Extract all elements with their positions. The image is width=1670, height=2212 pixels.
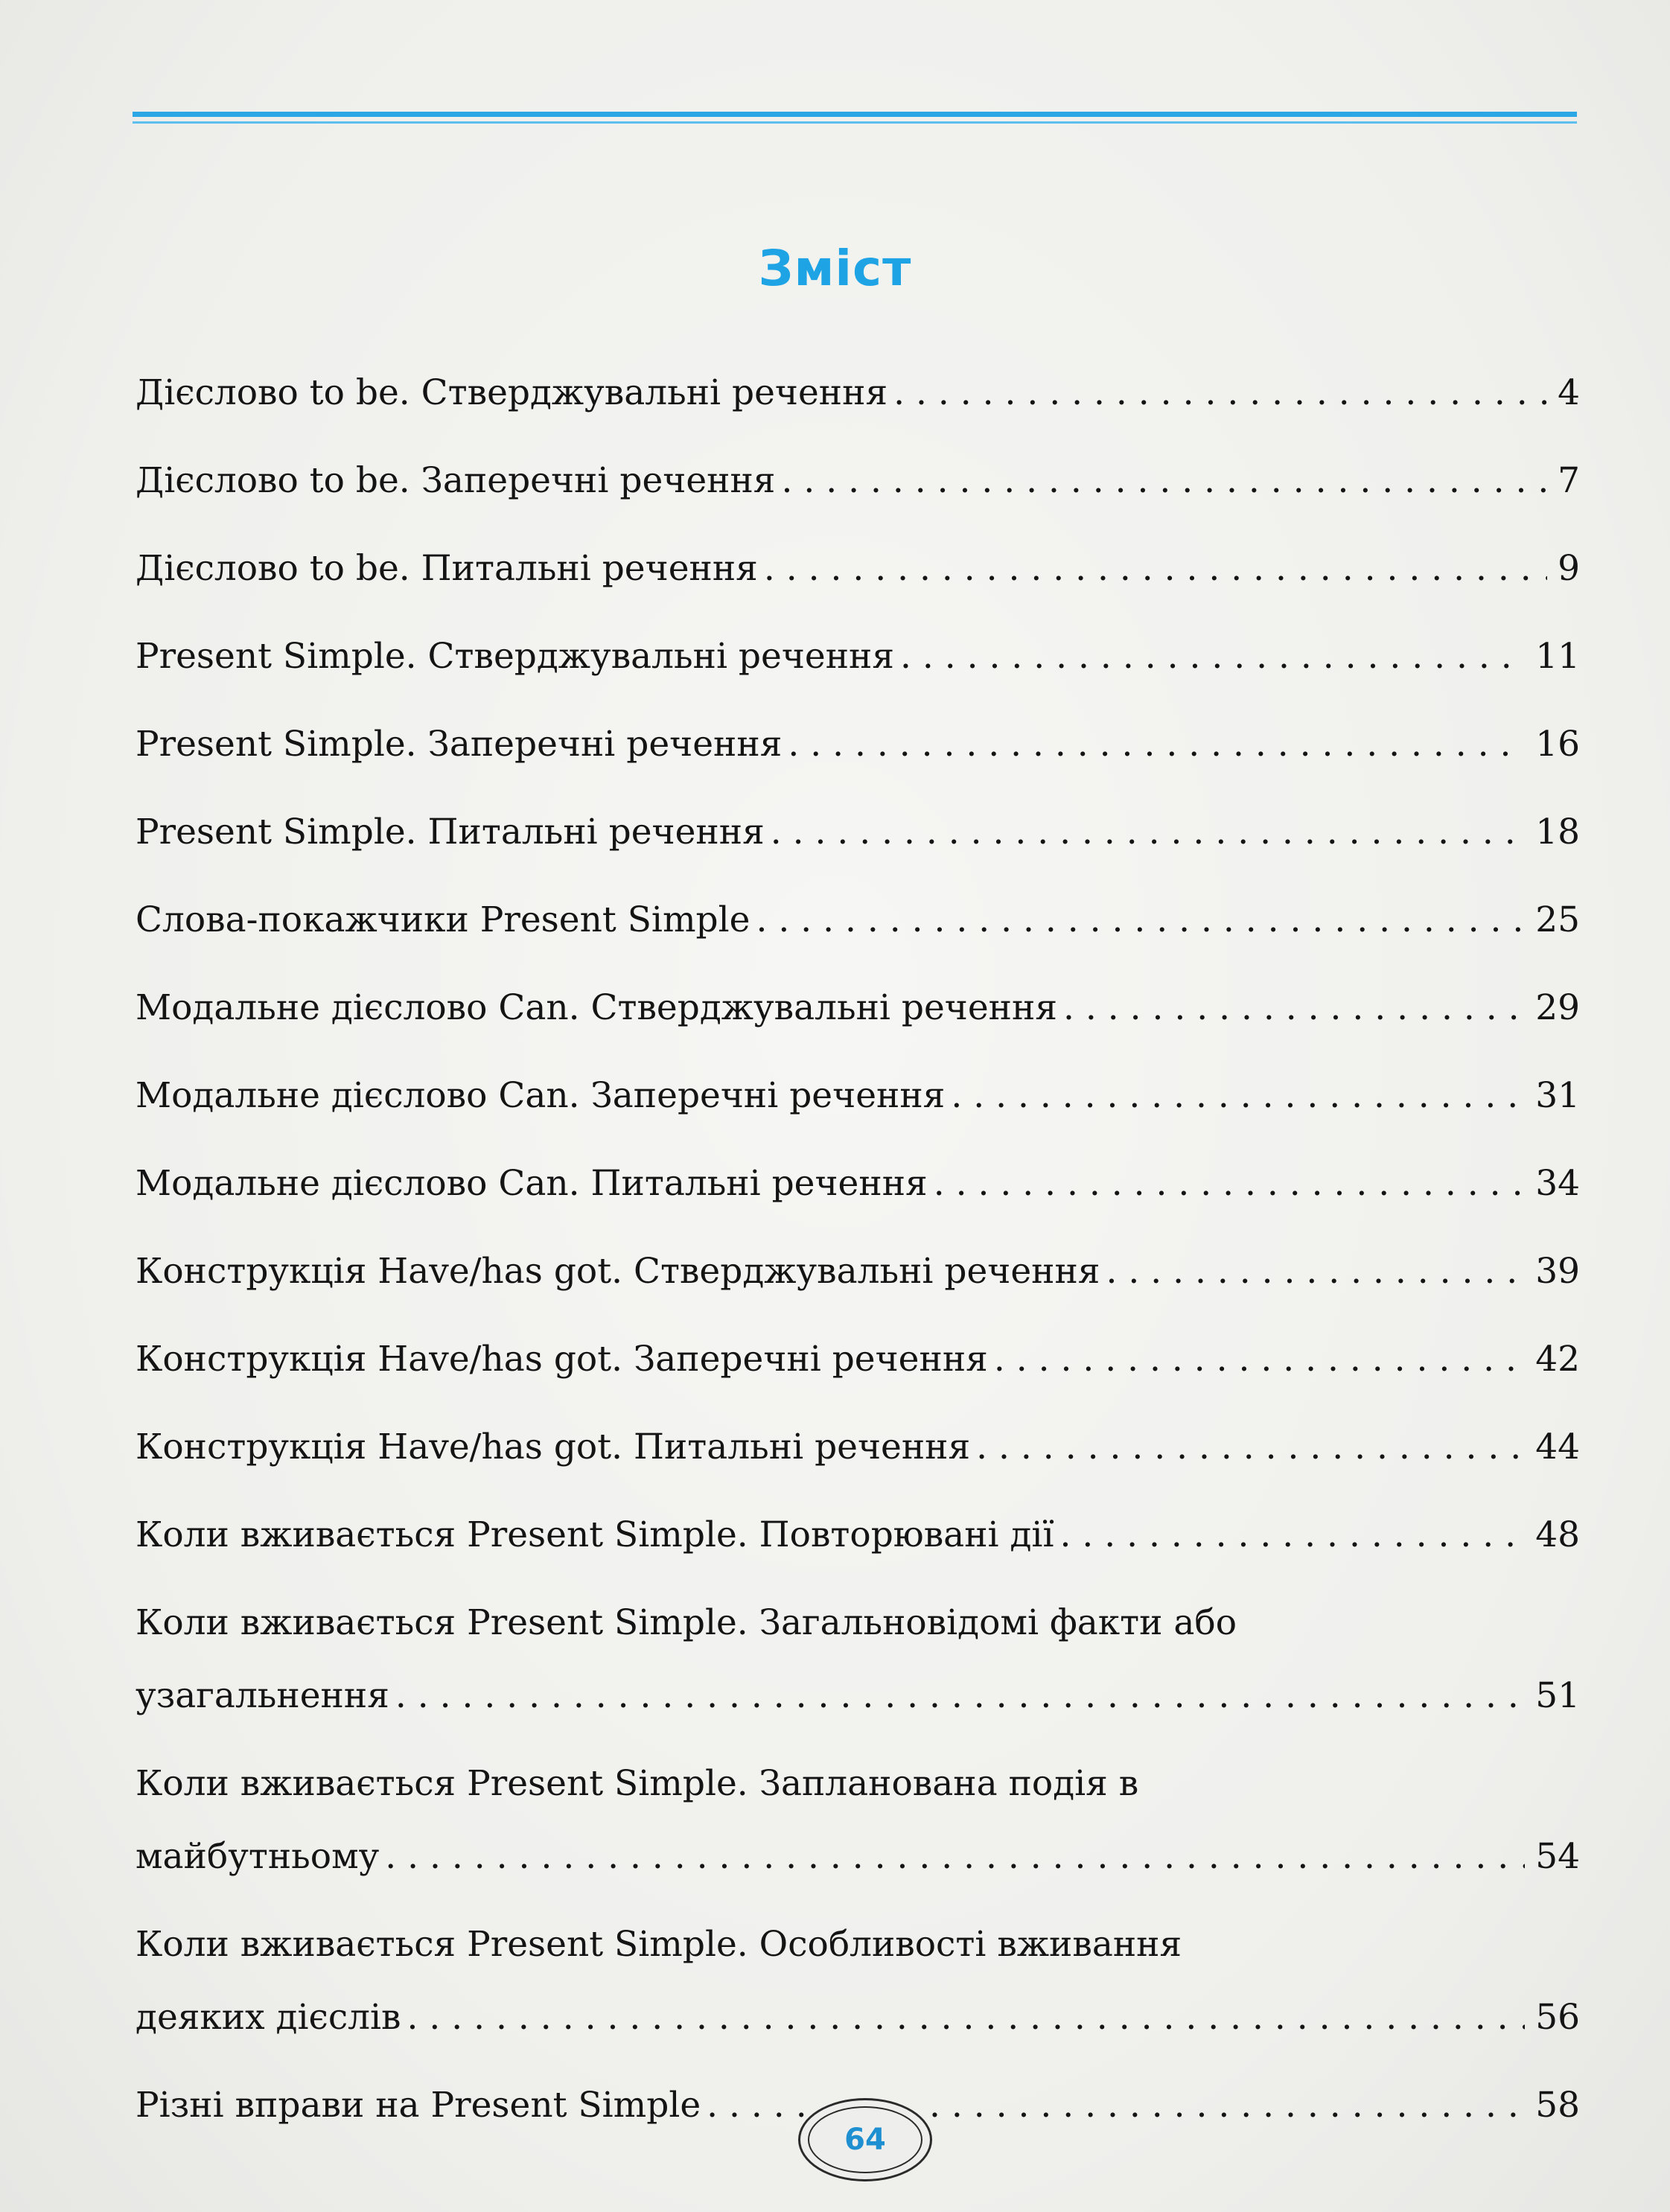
toc-entry	[136, 722, 1580, 767]
toc-leader-dots	[395, 1674, 1525, 1718]
toc-entry	[136, 459, 1580, 503]
toc-leader-dots	[385, 1835, 1525, 1879]
toc-entry-title-line2: майбутньому	[136, 1836, 380, 1877]
toc-leader-dots	[771, 810, 1525, 855]
toc-entry-title-line1: Коли вживається Present Simple. Запланована подія в	[136, 1763, 1139, 1804]
table-of-contents	[136, 371, 1580, 2171]
toc-entry	[136, 898, 1580, 943]
toc-entry-title: Модальне дієслово Can. Питальні речення	[136, 1163, 928, 1204]
toc-entry-page: 56	[1535, 1997, 1580, 2038]
header-rule-secondary	[133, 121, 1577, 124]
toc-entry-page: 44	[1535, 1427, 1580, 1467]
toc-entry-title: Модальне дієслово Can. Заперечні речення	[136, 1075, 946, 1116]
toc-entry-title: Модальне дієслово Can. Стверджувальні речення	[136, 987, 1057, 1028]
toc-leader-dots	[1106, 1249, 1525, 1294]
toc-entry-page: 54	[1535, 1836, 1580, 1877]
toc-leader-dots	[900, 634, 1525, 679]
toc-entry-page: 18	[1535, 812, 1580, 852]
toc-entry-title-line2: узагальнення	[136, 1675, 389, 1716]
toc-leader-dots	[781, 459, 1547, 503]
toc-leader-dots	[788, 722, 1525, 767]
page-number-ring	[808, 2106, 922, 2173]
page-title: Зміст	[758, 240, 912, 297]
toc-entry-title: Дієслово to be. Заперечні речення	[136, 460, 776, 501]
toc-leader-dots	[1063, 986, 1525, 1030]
toc-entry-title-line2: деяких дієслів	[136, 1997, 401, 2038]
toc-entry-title: Різні вправи на Present Simple	[136, 2085, 701, 2126]
toc-entry	[136, 371, 1580, 415]
toc-entry	[136, 1074, 1580, 1118]
toc-entry	[136, 1249, 1580, 1294]
toc-entry-title: Present Simple. Питальні речення	[136, 812, 765, 852]
toc-leader-dots	[893, 371, 1547, 415]
toc-entry-page: 34	[1535, 1163, 1580, 1204]
toc-leader-dots	[407, 1995, 1526, 2040]
toc-entry-page: 7	[1558, 460, 1580, 501]
toc-entry-title: Дієслово to be. Питальні речення	[136, 548, 758, 589]
page-number-badge	[798, 2098, 932, 2181]
toc-leader-dots	[951, 1074, 1525, 1118]
toc-entry-title-line1: Коли вживається Present Simple. Особливості вживання	[136, 1924, 1182, 1965]
toc-entry-title: Слова-покажчики Present Simple	[136, 899, 750, 940]
toc-entry	[136, 546, 1580, 591]
toc-entry	[136, 634, 1580, 679]
header-rule	[133, 112, 1577, 117]
toc-entry-page: 48	[1535, 1514, 1580, 1555]
toc-entry-page: 11	[1535, 636, 1580, 677]
toc-entry-multiline	[136, 1922, 1580, 2040]
toc-entry	[136, 1513, 1580, 1558]
toc-entry	[136, 1425, 1580, 1470]
toc-leader-dots	[764, 546, 1547, 591]
toc-leader-dots	[934, 1161, 1526, 1206]
toc-leader-dots	[994, 1337, 1525, 1382]
toc-entry-page: 16	[1535, 724, 1580, 765]
toc-leader-dots	[976, 1425, 1525, 1470]
toc-entry-page: 4	[1558, 372, 1580, 413]
toc-entry-title-line1: Коли вживається Present Simple. Загальновідомі факти або	[136, 1602, 1237, 1643]
toc-entry	[136, 1161, 1580, 1206]
toc-entry-multiline	[136, 1601, 1580, 1718]
toc-entry-title: Дієслово to be. Стверджувальні речення	[136, 372, 888, 413]
toc-entry-title: Present Simple. Стверджувальні речення	[136, 636, 895, 677]
toc-entry-page: 31	[1535, 1075, 1580, 1116]
toc-entry-multiline	[136, 1762, 1580, 1879]
toc-entry-page: 42	[1535, 1339, 1580, 1380]
toc-entry	[136, 810, 1580, 855]
toc-entry	[136, 986, 1580, 1030]
toc-leader-dots	[756, 898, 1525, 943]
toc-entry-title: Коли вживається Present Simple. Повторювані дії	[136, 1514, 1054, 1555]
toc-entry-title: Конструкція Have/has got. Заперечні речення	[136, 1339, 988, 1380]
toc-entry-title: Present Simple. Заперечні речення	[136, 724, 783, 765]
toc-entry-title: Конструкція Have/has got. Стверджувальні речення	[136, 1251, 1100, 1292]
page-number: 64	[844, 2123, 886, 2157]
toc-entry-title: Конструкція Have/has got. Питальні речення	[136, 1427, 971, 1467]
toc-entry	[136, 1337, 1580, 1382]
toc-leader-dots	[1060, 1513, 1526, 1558]
toc-entry-page: 51	[1535, 1675, 1580, 1716]
toc-entry-page: 39	[1535, 1251, 1580, 1292]
toc-entry-page: 9	[1558, 548, 1580, 589]
toc-entry-page: 58	[1535, 2085, 1580, 2126]
toc-entry-page: 25	[1535, 899, 1580, 940]
toc-entry-page: 29	[1535, 987, 1580, 1028]
